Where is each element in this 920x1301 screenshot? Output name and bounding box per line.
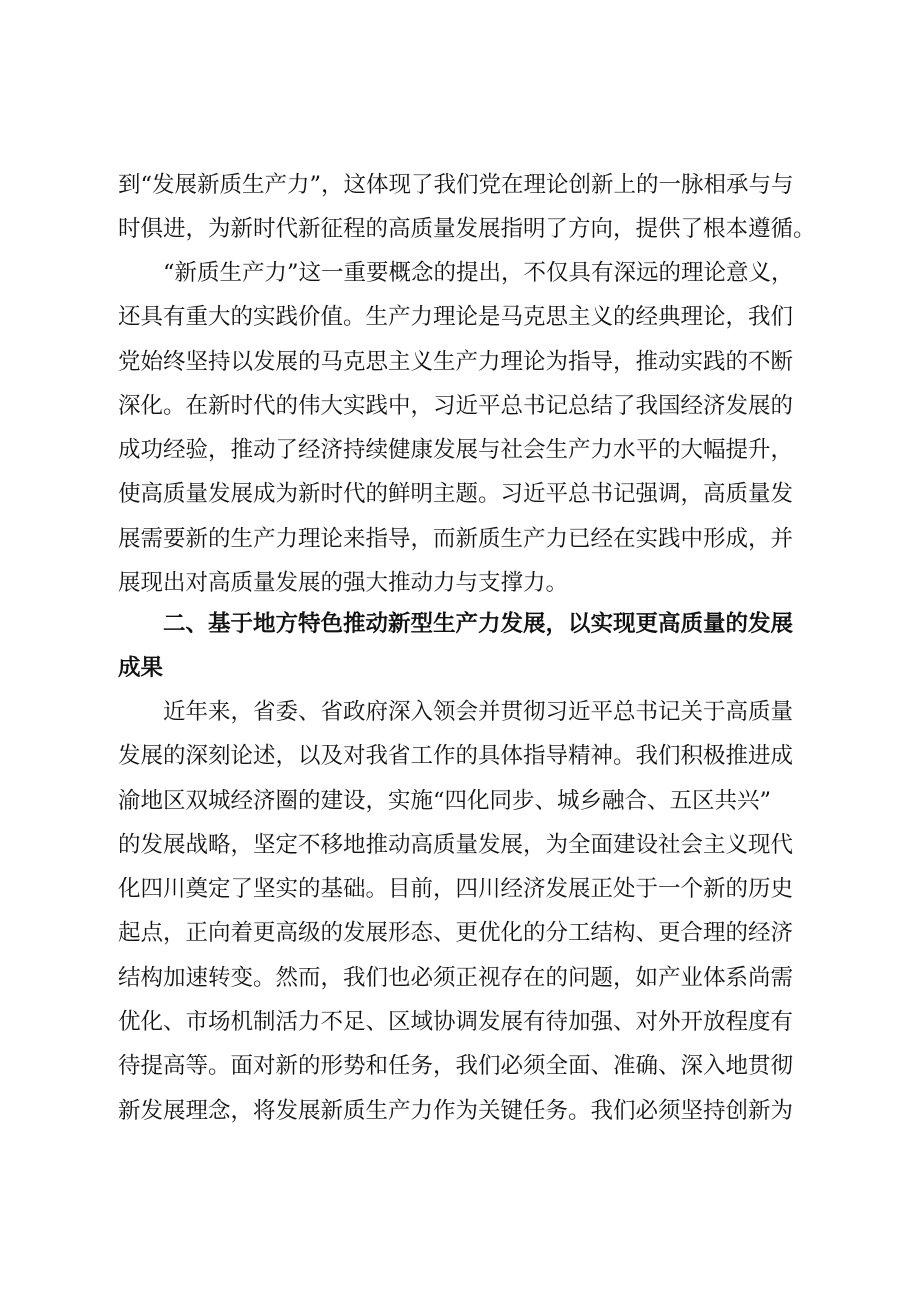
text-line: 展需要新的生产力理论来指导，而新质生产力已经在实践中形成，并 (118, 525, 794, 552)
text-line: 新发展理念，将发展新质生产力作为关键任务。我们必须坚持创新为 (118, 1097, 794, 1124)
paragraph (118, 251, 818, 605)
text-line: 起点，正向着更高级的发展形态、更优化的分工结构、更合理的经济 (118, 920, 794, 947)
text-line: 时俱进，为新时代新征程的高质量发展指明了方向，提供了根本遵循。 (118, 216, 816, 243)
paragraph (118, 163, 818, 252)
text-line: 化四川奠定了坚实的基础。目前，四川经济发展正处于一个新的历史 (118, 876, 794, 903)
paragraph-continuation (118, 163, 818, 252)
heading-line: 成果 (118, 655, 164, 682)
text-line: 还具有重大的实践价值。生产力理论是马克思主义的经典理论，我们 (118, 304, 794, 331)
text-line: 成功经验，推动了经济持续健康发展与社会生产力水平的大幅提升， (118, 437, 794, 464)
heading-line: 二、基于地方特色推动新型生产力发展，以实现更高质量的发展 (163, 611, 794, 637)
text-line: 近年来，省委、省政府深入领会并贯彻习近平总书记关于高质量 (163, 699, 794, 725)
paragraph (118, 690, 818, 1133)
text-line: 渝地区双城经济圈的建设，实施“四化同步、城乡融合、五区共兴” (118, 787, 772, 814)
text-line: 发展的深刻论述，以及对我省工作的具体指导精神。我们积极推进成 (118, 743, 794, 770)
paragraph-sichuan-development (118, 690, 818, 1133)
section-heading (118, 602, 818, 691)
text-line: 展现出对高质量发展的强大推动力与支撑力。 (118, 570, 569, 597)
text-line: 到“发展新质生产力”，这体现了我们党在理论创新上的一脉相承与与 (118, 172, 794, 198)
text-line: 的发展战略，坚定不移地推动高质量发展，为全面建设社会主义现代 (118, 831, 794, 858)
text-line: 结构加速转变。然而，我们也必须正视存在的问题，如产业体系尚需 (118, 964, 794, 991)
text-line: 优化、市场机制活力不足、区域协调发展有待加强、对外开放程度有 (118, 1009, 794, 1036)
text-line: “新质生产力”这一重要概念的提出，不仅具有深远的理论意义， (163, 260, 794, 286)
text-line: 深化。在新时代的伟大实践中，习近平总书记总结了我国经济发展的 (118, 392, 794, 419)
text-line: 党始终坚持以发展的马克思主义生产力理论为指导，推动实践的不断 (118, 348, 794, 375)
paragraph-new-quality-productivity (118, 251, 818, 605)
section-heading-two (118, 602, 818, 691)
text-line: 待提高等。面对新的形势和任务，我们必须全面、准确、深入地贯彻 (118, 1053, 794, 1080)
text-line: 使高质量发展成为新时代的鲜明主题。习近平总书记强调，高质量发 (118, 481, 794, 508)
